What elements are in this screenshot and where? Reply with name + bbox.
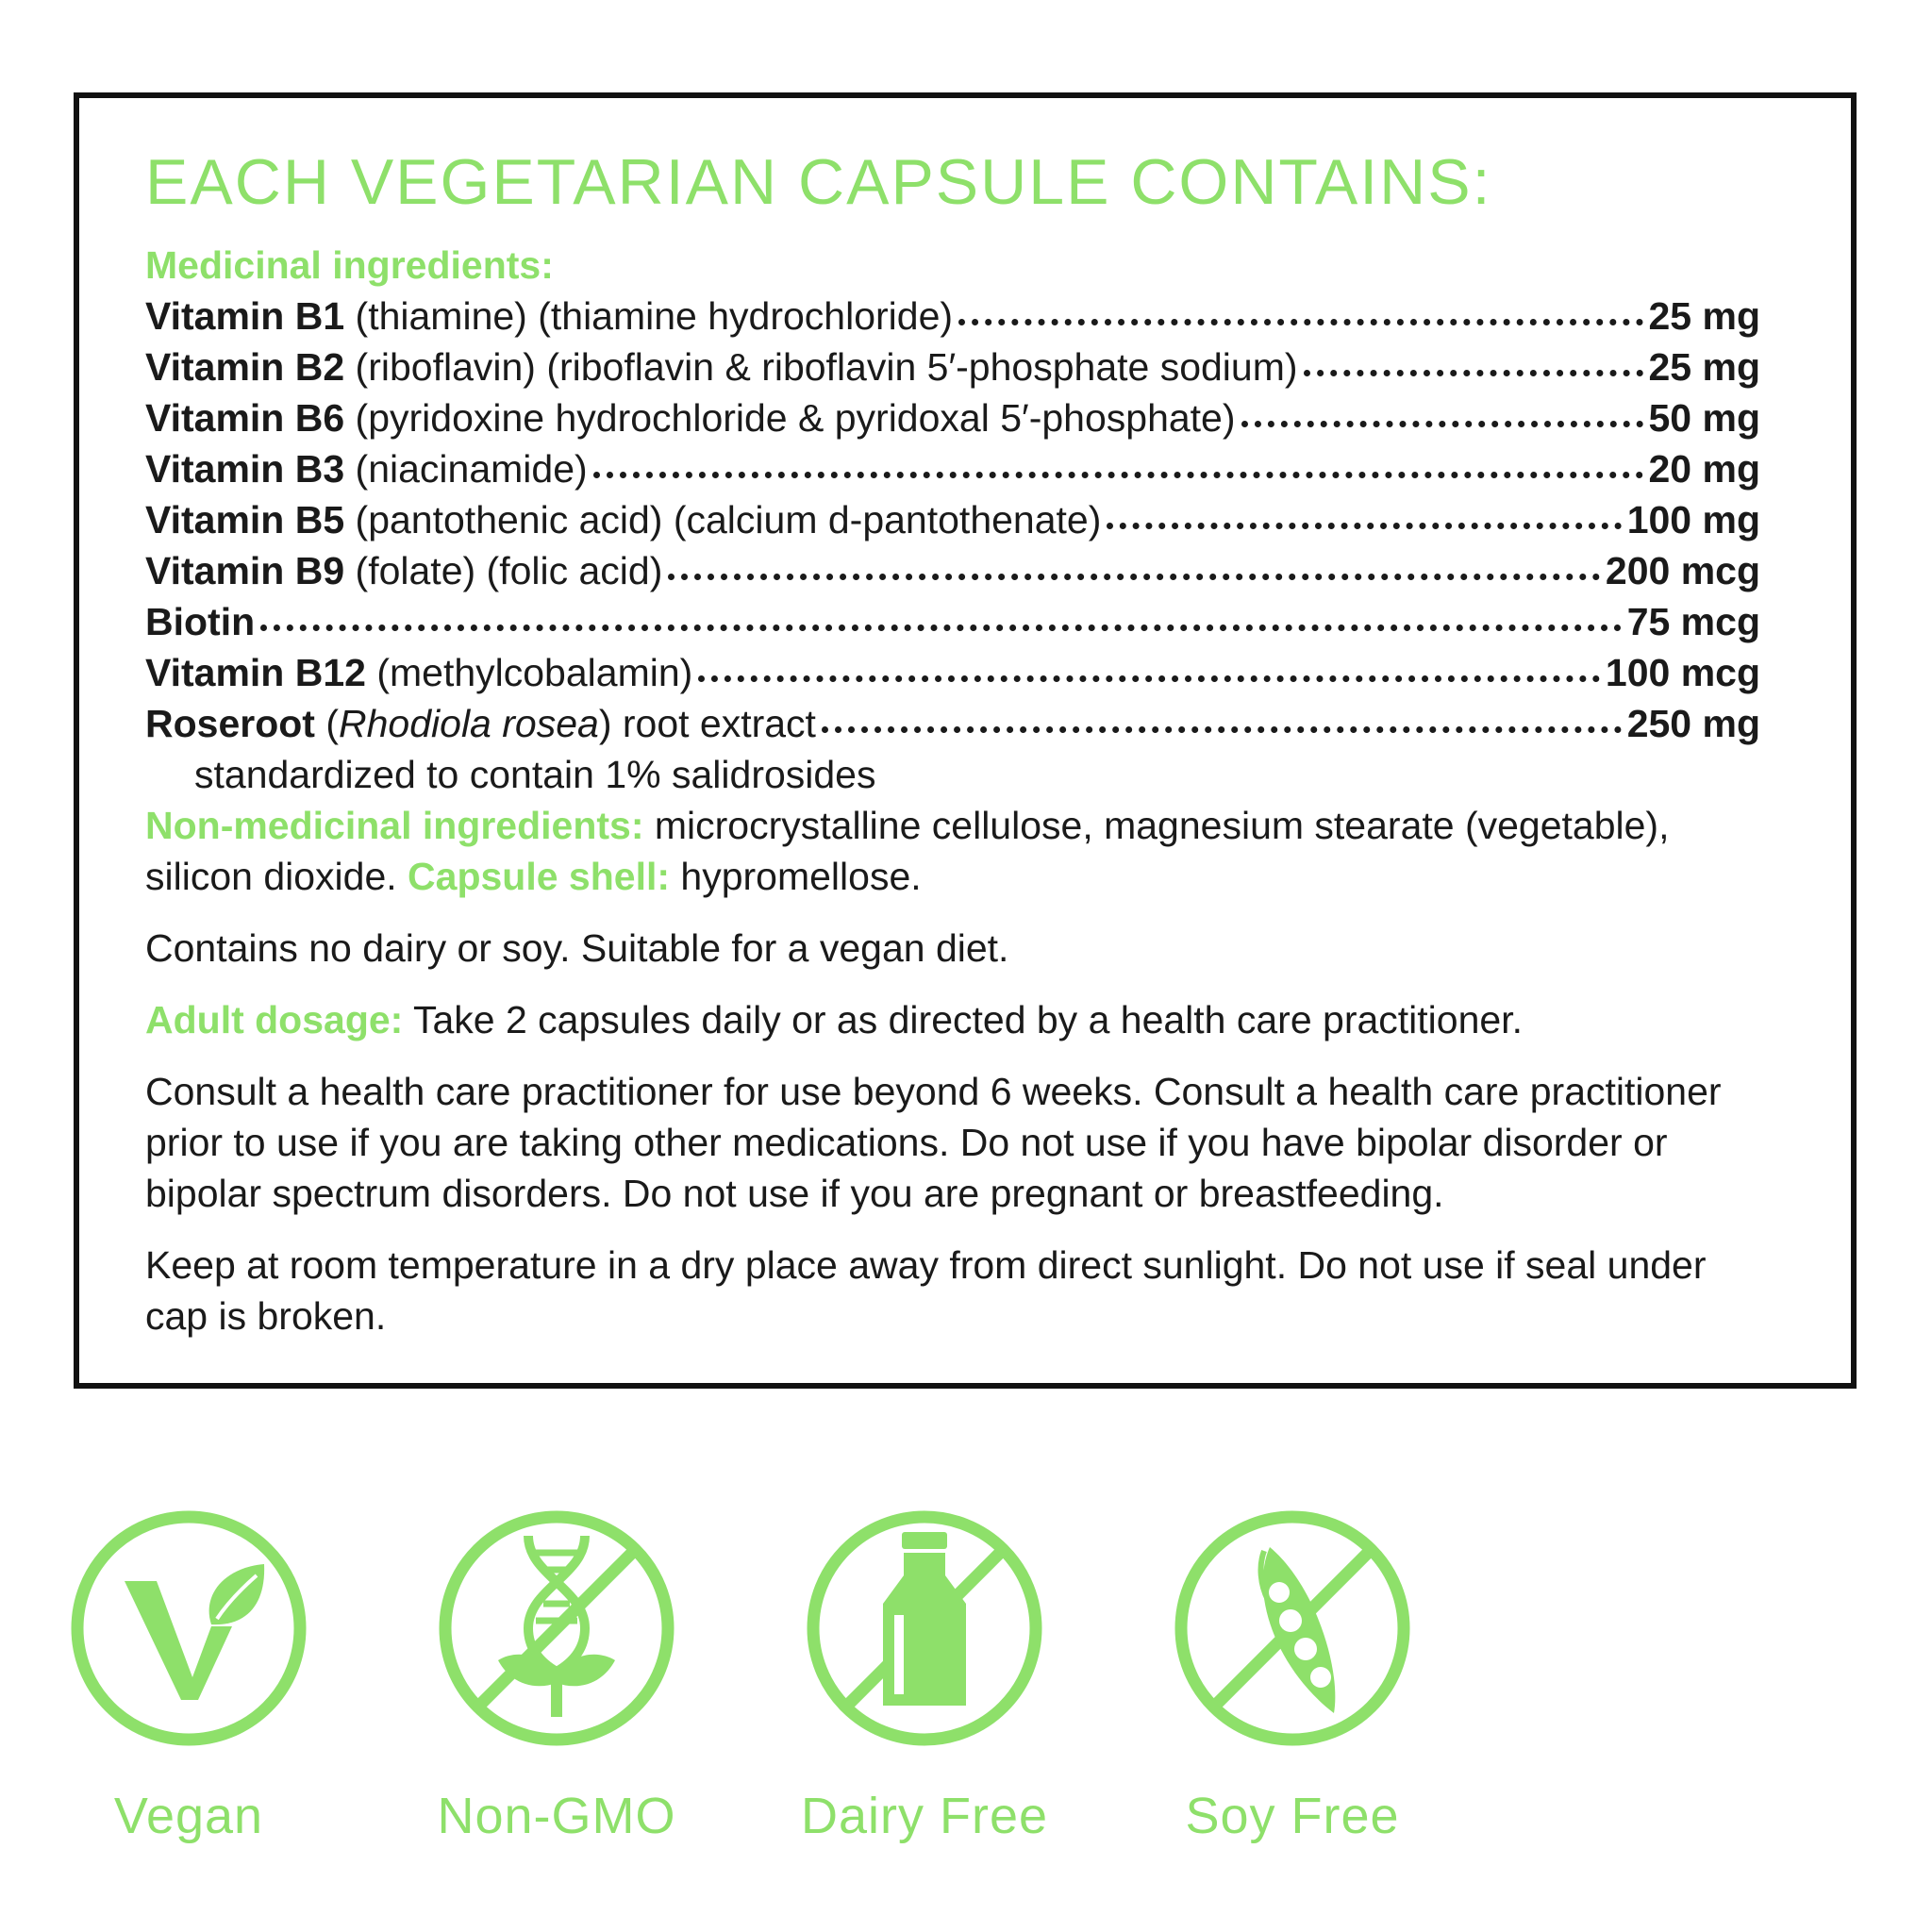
dot-leader bbox=[1241, 421, 1643, 427]
ingredient-name: Vitamin B2 bbox=[145, 345, 345, 389]
dna-plant-no-icon bbox=[438, 1509, 675, 1747]
medicinal-ingredients-label: Medicinal ingredients: bbox=[145, 243, 554, 287]
ingredient-row-b9 bbox=[145, 545, 1760, 596]
ingredient-name: Vitamin B1 bbox=[145, 294, 345, 338]
non-medicinal-ingredients bbox=[145, 800, 1760, 902]
ingredient-row-b1 bbox=[145, 291, 1760, 341]
ingredient-name: Vitamin B12 bbox=[145, 651, 366, 694]
capsule-shell-label: Capsule shell: bbox=[408, 855, 671, 898]
ingredient-amount: 100 mg bbox=[1626, 498, 1760, 541]
ingredient-detail: (folate) (folic acid) bbox=[344, 549, 663, 592]
dot-leader bbox=[1304, 370, 1643, 376]
ingredient-detail: (pantothenic acid) (calcium d-pantothenate) bbox=[344, 498, 1102, 541]
dot-leader bbox=[668, 574, 1600, 580]
ingredient-detail-open: ( bbox=[314, 702, 340, 745]
dot-leader bbox=[822, 726, 1622, 733]
ingredient-name: Vitamin B3 bbox=[145, 447, 345, 491]
ingredient-amount: 50 mg bbox=[1648, 396, 1760, 440]
ingredient-detail-rest: ) root extract bbox=[598, 702, 816, 745]
ingredient-name: Vitamin B9 bbox=[145, 549, 345, 592]
ingredient-latin-name: Rhodiola rosea bbox=[339, 702, 599, 745]
ingredient-detail: (methylcobalamin) bbox=[365, 651, 693, 694]
ingredient-detail: (thiamine) (thiamine hydrochloride) bbox=[344, 294, 954, 338]
dot-leader bbox=[260, 625, 1622, 631]
ingredient-name: Roseroot bbox=[145, 702, 315, 745]
ingredient-name: Vitamin B6 bbox=[145, 396, 345, 440]
storage-paragraph: Keep at room temperature in a dry place away from direct sunlight. Do not use if seal under cap is broken. bbox=[145, 1243, 1707, 1338]
ingredient-amount: 75 mcg bbox=[1626, 600, 1760, 643]
ingredient-row-b3 bbox=[145, 443, 1760, 494]
ingredient-row-b6 bbox=[145, 392, 1760, 443]
ingredient-detail: (pyridoxine hydrochloride & pyridoxal 5′-phosphate) bbox=[344, 396, 1236, 440]
ingredient-detail: (riboflavin) (riboflavin & riboflavin 5′-phosphate sodium) bbox=[344, 345, 1298, 389]
milk-bottle-no-icon bbox=[806, 1509, 1043, 1747]
dosage-paragraph bbox=[145, 994, 1760, 1045]
dot-leader bbox=[593, 472, 1643, 478]
ingredient-name: Vitamin B5 bbox=[145, 498, 345, 541]
ingredient-row-b5 bbox=[145, 494, 1760, 545]
ingredient-row-b2 bbox=[145, 341, 1760, 392]
dosage-label: Adult dosage: bbox=[145, 998, 404, 1041]
dot-leader bbox=[698, 675, 1600, 682]
allergen-note: Contains no dairy or soy. Suitable for a vegan diet. bbox=[145, 926, 1009, 970]
badge-label: Non-GMO bbox=[437, 1788, 676, 1844]
dot-leader bbox=[958, 319, 1642, 325]
ingredient-row-roseroot bbox=[145, 698, 1760, 749]
badge-label: Vegan bbox=[113, 1788, 264, 1844]
non-medicinal-label: Non-medicinal ingredients: bbox=[145, 804, 644, 847]
ingredient-amount: 100 mcg bbox=[1605, 651, 1760, 694]
badge-vegan bbox=[47, 1509, 330, 1845]
ingredient-name: Biotin bbox=[145, 600, 256, 643]
ingredient-amount: 200 mcg bbox=[1605, 549, 1760, 592]
ingredient-amount: 250 mg bbox=[1626, 702, 1760, 745]
panel-heading: EACH VEGETARIAN CAPSULE CONTAINS: bbox=[145, 146, 1492, 218]
panel-content bbox=[145, 240, 1760, 1341]
ingredient-row-biotin bbox=[145, 596, 1760, 647]
ingredient-amount: 20 mg bbox=[1648, 447, 1760, 491]
roseroot-standardization-note: standardized to contain 1% salidrosides bbox=[194, 753, 876, 796]
ingredient-detail: (niacinamide) bbox=[344, 447, 588, 491]
non-medicinal-text: microcrystalline cellulose, magnesium stearate (vegetable), silicon dioxide. bbox=[145, 804, 1670, 898]
soy-pod-no-icon bbox=[1174, 1509, 1411, 1747]
badge-label: Dairy Free bbox=[800, 1788, 1049, 1844]
capsule-shell-text: hypromellose. bbox=[670, 855, 922, 898]
supplement-facts-panel bbox=[74, 92, 1857, 1389]
ingredient-amount: 25 mg bbox=[1648, 345, 1760, 389]
vegan-v-leaf-icon bbox=[70, 1509, 308, 1747]
dosage-text: Take 2 capsules daily or as directed by a health care practitioner. bbox=[403, 998, 1523, 1041]
dot-leader bbox=[1107, 523, 1621, 529]
ingredient-amount: 25 mg bbox=[1648, 294, 1760, 338]
badge-label: Soy Free bbox=[1185, 1788, 1400, 1844]
badge-dairy-free bbox=[783, 1509, 1066, 1845]
badge-non-gmo bbox=[415, 1509, 698, 1845]
badge-soy-free bbox=[1151, 1509, 1434, 1845]
ingredient-row-b12 bbox=[145, 647, 1760, 698]
badge-row bbox=[0, 1509, 1932, 1849]
warning-paragraph: Consult a health care practitioner for use beyond 6 weeks. Consult a health care practitioner prior to use if you are taking other medications. Do not use if you have bipolar disorder or bipolar spectrum disorders. Do not use if you are pregnant or breastfeeding. bbox=[145, 1070, 1722, 1215]
